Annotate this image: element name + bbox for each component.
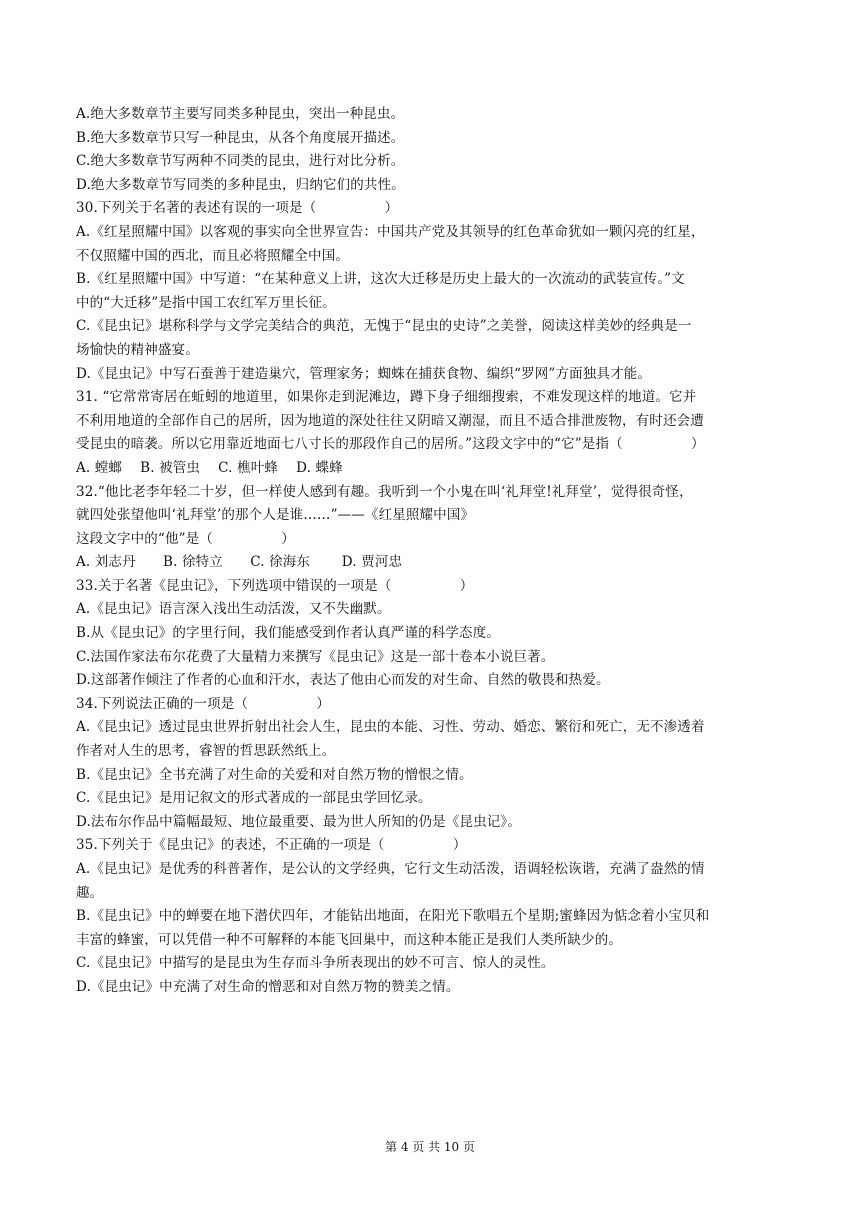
question-35-stem: 35.下列关于《昆虫记》的表述，不正确的一项是（ ） [76, 837, 467, 854]
text-line: A.《昆虫记》是优秀的科普著作，是公认的文学经典，它行文生动活泼，语调轻松诙谐，充满了盎然的情 [76, 861, 705, 877]
text-line: A.《红星照耀中国》以客观的事实向全世界宣告：中国共产党及其领导的红色革命犹如一颗闪亮的红星， [76, 223, 705, 240]
text-line: D.《昆虫记》中充满了对生命的憎恶和对自然万物的赞美之情。 [76, 978, 460, 995]
text-line: D.《昆虫记》中写石蚕善于建造巢穴，管理家务；蜘蛛在捕获食物、编织“罗网”方面独具才能。 [76, 365, 652, 382]
question-31-stem: 31. “它常常寄居在蚯蚓的地道里，如果你走到泥滩边，蹲下身子细细搜索，不难发现这样的地道。它并 [76, 389, 697, 406]
text-line: B.从《昆虫记》的字里行间，我们能感受到作者认真严谨的科学态度。 [76, 625, 501, 642]
text-line: D.法布尔作品中篇幅最短、地位最重要、最为世人所知的仍是《昆虫记》。 [76, 813, 521, 830]
text-line: D.这部著作倾注了作者的心血和汗水，表达了他由心而发的对生命、自然的敬畏和热爱。 [76, 672, 610, 689]
text-line: B.《昆虫记》全书充满了对生命的关爱和对自然万物的憎恨之情。 [76, 766, 473, 783]
question-30-stem: 30.下列关于名著的表述有误的一项是（ ） [76, 200, 399, 217]
page-footer: 第 4 页 共 10 页 [385, 1140, 475, 1154]
options-line: A. 刘志丹 B. 徐特立 C. 徐海东 D. 贾河忠 [76, 554, 403, 571]
text-line: B.《红星照耀中国》中写道：“在某种意义上讲，这次大迁移是历史上最大的一次流动的武装宣传。”文 [76, 271, 685, 288]
text-line: 不利用地道的全部作自己的居所，因为地道的深处往往又阴暗又潮湿，而且不适合排泄废物，有时还会遭 [76, 412, 704, 429]
text-line: 作者对人生的思考，睿智的哲思跃然纸上。 [76, 743, 336, 760]
text-line: C.《昆虫记》中描写的是昆虫为生存而斗争所表现出的妙不可言、惊人的灵性。 [76, 955, 555, 972]
text-line: C.法国作家法布尔花费了大量精力来撰写《昆虫记》这是一部十卷本小说巨著。 [76, 648, 555, 665]
text-line: 趣。 [76, 884, 104, 901]
question-34-stem: 34.下列说法正确的一项是（ ） [76, 695, 330, 712]
text-line: 不仅照耀中国的西北，而且必将照耀全中国。 [76, 247, 349, 264]
text-line: A.绝大多数章节主要写同类多种昆虫，突出一种昆虫。 [76, 106, 405, 122]
text-line: 丰富的蜂蜜，可以凭借一种不可解释的本能飞回巢中，而这种本能正是我们人类所缺少的。 [76, 931, 622, 948]
text-line: B.《昆虫记》中的蝉要在地下潜伏四年，才能钻出地面，在阳光下歌唱五个星期;蜜蜂因为惦念着小宝贝和 [76, 908, 710, 925]
options-line: A. 螳螂 B. 被管虫 C. 樵叶蜂 D. 蝶蜂 [76, 459, 343, 476]
text-line: 这段文字中的“他”是（ ） [76, 530, 295, 547]
question-32-stem: 32.“他比老李年轻二十岁，但一样使人感到有趣。我听到一个小鬼在叫‘礼拜堂!礼拜堂’，觉得很奇怪， [76, 483, 693, 500]
text-line: C.《昆虫记》堪称科学与文学完美结合的典范，无愧于“昆虫的史诗”之美誉，阅读这样美妙的经典是一 [76, 318, 692, 335]
question-33-stem: 33.关于名著《昆虫记》，下列选项中错误的一项是（ ） [76, 577, 474, 594]
text-line: C.绝大多数章节写两种不同类的昆虫，进行对比分析。 [76, 153, 405, 170]
text-line: A.《昆虫记》透过昆虫世界折射出社会人生，昆虫的本能、习性、劳动、婚恋、繁衍和死亡，无不渗透着 [76, 719, 705, 736]
text-line: 场愉快的精神盛宴。 [76, 341, 199, 358]
text-line: 就四处张望他叫‘礼拜堂’的那个人是谁……”——《红星照耀中国》 [76, 507, 475, 524]
text-line: 中的“大迁移”是指中国工农红军万里长征。 [76, 294, 336, 311]
text-line: B.绝大多数章节只写一种昆虫，从各个角度展开描述。 [76, 129, 405, 146]
text-line: D.绝大多数章节写同类的多种昆虫，归纳它们的共性。 [76, 176, 405, 193]
text-line: C.《昆虫记》是用记叙文的形式著成的一部昆虫学回忆录。 [76, 790, 432, 807]
text-line: 受昆虫的暗袭。所以它用靠近地面七八寸长的那段作自己的居所。”这段文字中的“它”是指（ ） [76, 436, 705, 453]
text-line: A.《昆虫记》语言深入浅出生动活泼，又不失幽默。 [76, 601, 391, 618]
question-text [76, 103, 788, 1000]
